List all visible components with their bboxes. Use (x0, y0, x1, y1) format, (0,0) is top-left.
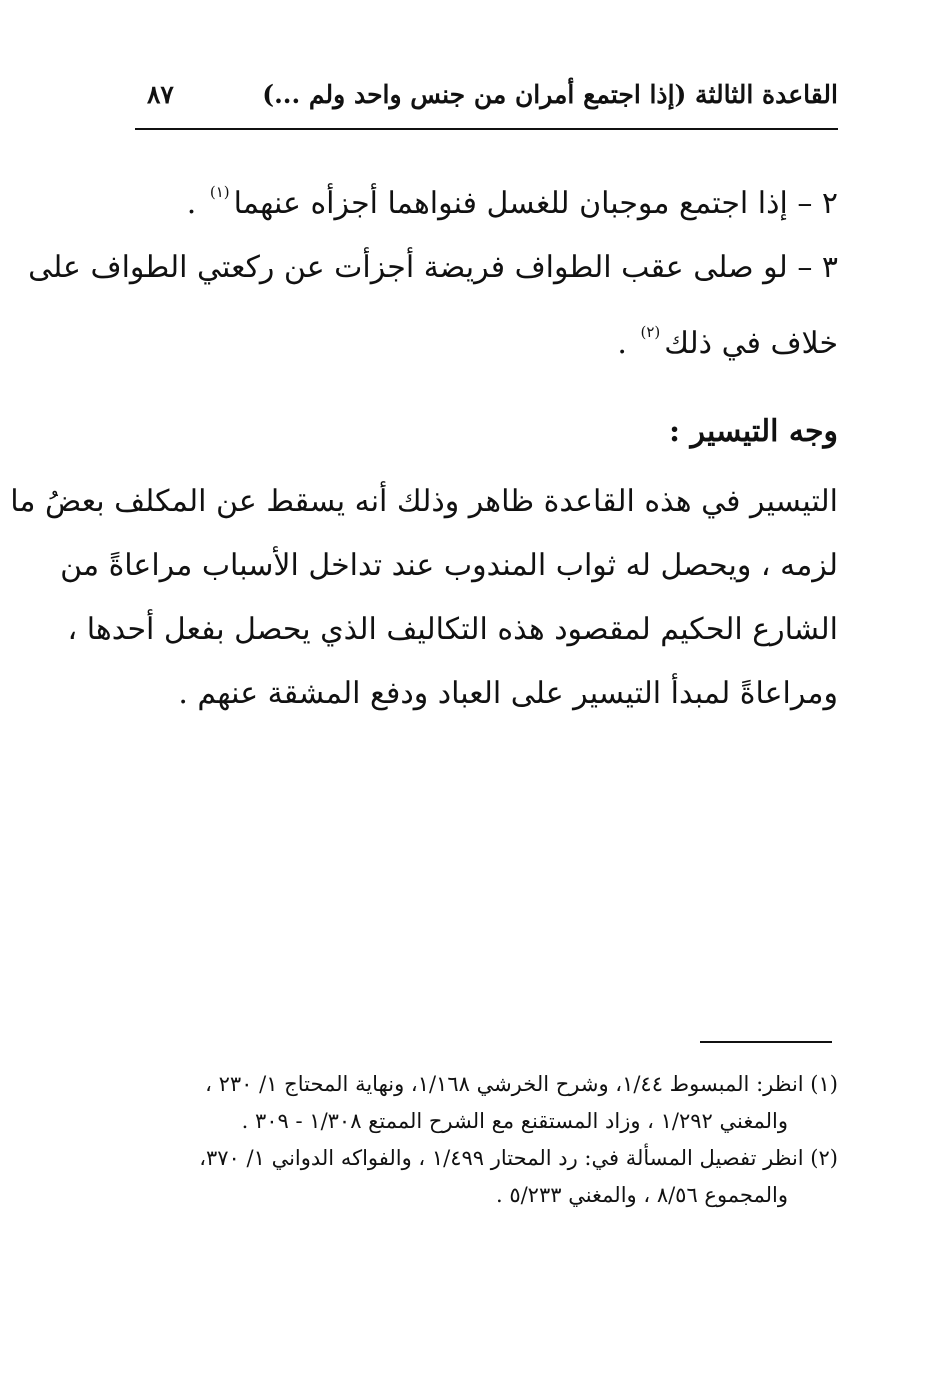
header-rule (135, 128, 838, 130)
footnote-2-line-1: (٢) انظر تفصيل المسألة في: رد المحتار ١/٤٩٩ ، والفواكه الدواني ١/ ٣٧٠، (199, 1146, 838, 1170)
example-3-line-2 (128, 300, 838, 376)
example-2-text: ٢ – إذا اجتمع موجبان للغسل فنواهما أجزأه عنهما (233, 186, 838, 221)
example-2-end: . (186, 186, 197, 221)
example-2 (128, 160, 838, 236)
footnotes (122, 1066, 838, 1214)
footnote-separator (700, 1041, 832, 1043)
footnote-ref-1: (١) (209, 183, 230, 201)
section-heading: وجه التيسير : (668, 414, 838, 449)
footnote-1-line-1: (١) انظر: المبسوط ١/٤٤، وشرح الخرشي ١/١٦٨، ونهاية المحتاج ١/ ٢٣٠ ، (205, 1072, 838, 1096)
example-3-line-1: ٣ – لو صلى عقب الطواف فريضة أجزأت عن ركعتي الطواف على (28, 250, 838, 285)
footnote-2-line-2: والمجموع ٨/٥٦ ، والمغني ٥/٢٣٣ . (495, 1183, 788, 1207)
paragraph-line: الشارع الحكيم لمقصود هذه التكاليف الذي يحصل بفعل أحدها ، (67, 612, 838, 647)
footnote-ref-2: (٢) (640, 323, 661, 341)
paragraph-line: ومراعاةً لمبدأ التيسير على العباد ودفع المشقة عنهم . (178, 676, 838, 711)
footnote-1-line-2: والمغني ١/٢٩٢ ، وزاد المستقنع مع الشرح الممتع ١/٣٠٨ - ٣٠٩ . (241, 1109, 788, 1133)
paragraph-line: التيسير في هذه القاعدة ظاهر وذلك أنه يسقط عن المكلف بعضُ ما (10, 484, 838, 519)
section-paragraph (10, 470, 838, 726)
running-header (135, 80, 838, 124)
paragraph-line: لزمه ، ويحصل له ثواب المندوب عند تداخل الأسباب مراعاةً من (60, 548, 838, 583)
example-3-line-2-text: خلاف في ذلك (664, 326, 838, 361)
header-title: القاعدة الثالثة (إذا اجتمع أمران من جنس واحد ولم ...) (262, 80, 838, 109)
page-number: ٨٧ (147, 80, 174, 109)
example-3-end: . (617, 326, 627, 361)
examples-block (28, 160, 838, 376)
